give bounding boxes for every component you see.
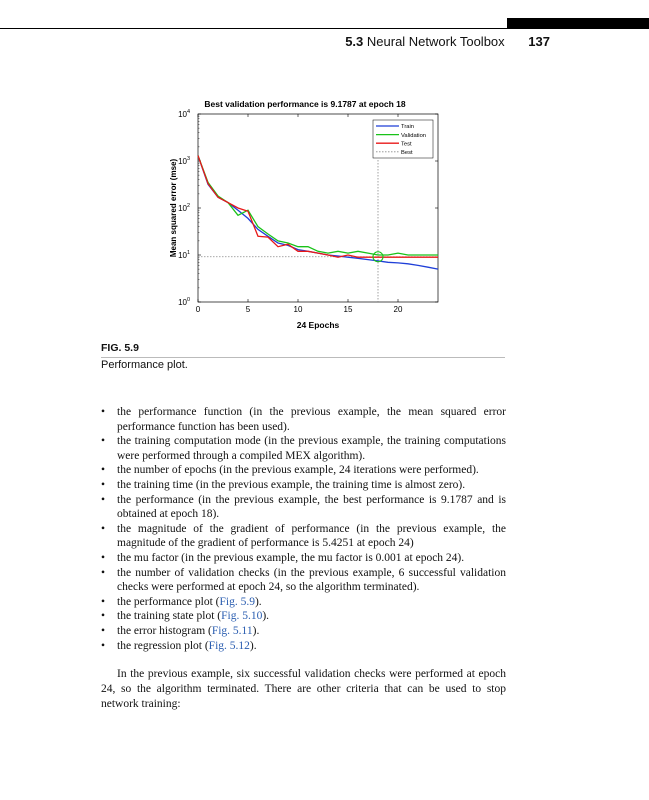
y-tick-exponent: 0	[187, 297, 191, 303]
x-tick-label: 15	[343, 305, 353, 314]
list-item-text: the regression plot (	[117, 639, 209, 652]
y-tick-label	[178, 297, 190, 307]
x-tick-label: 0	[195, 305, 201, 314]
list-item-text: the error histogram (	[117, 624, 212, 637]
figure-reference-link[interactable]: Fig. 5.10	[221, 610, 263, 623]
bullet-list	[101, 405, 506, 653]
list-item	[101, 551, 506, 566]
performance-chart	[160, 94, 450, 334]
figure-reference-link[interactable]: Fig. 5.9	[219, 595, 255, 608]
legend-label: Test	[401, 141, 412, 148]
y-tick-exponent: 1	[187, 250, 191, 256]
y-tick-exponent: 3	[187, 156, 191, 162]
list-item-text-end: ).	[262, 610, 270, 623]
legend-label: Validation	[401, 132, 427, 139]
list-item-text: the training computation mode (in the previous example, the training computations were performed through a compiled MEX algorithm).	[117, 435, 506, 462]
x-tick-label: 20	[393, 305, 403, 314]
list-item-text: the performance function (in the previous example, the mean squared error performance function has been used).	[117, 406, 506, 433]
body-paragraph: In the previous example, six successful validation checks were performed at epoch 24, so the algorithm terminated. There are other criteria that can be used to stop network training:	[101, 668, 506, 710]
y-tick-exponent: 4	[187, 109, 191, 115]
list-item-text: the performance plot (	[117, 595, 220, 608]
x-axis-label: 24 Epochs	[296, 320, 340, 330]
list-item-text-end: ).	[249, 639, 257, 652]
list-item-text: the mu factor (in the previous example, the mu factor is 0.001 at epoch 24).	[117, 551, 465, 564]
list-item	[101, 595, 506, 610]
list-item-text-end: ).	[252, 624, 260, 637]
y-tick-base: 10	[178, 204, 187, 213]
section-title: Neural Network Toolbox	[366, 34, 505, 49]
y-tick-label	[178, 156, 190, 166]
list-item-text: the number of validation checks (in the previous example, 6 successful validation checks were performed at epoch 24, so the algorithm terminated).	[117, 566, 506, 594]
list-item	[101, 609, 506, 624]
caption-rule	[101, 357, 505, 358]
legend-label: Best	[401, 150, 413, 156]
list-item-text: the training time (in the previous example, the training time is almost zero).	[117, 478, 466, 491]
y-tick-label	[178, 109, 190, 119]
y-tick-base: 10	[178, 110, 187, 119]
legend-label: Train	[401, 124, 414, 131]
list-item	[101, 639, 506, 654]
list-item	[101, 478, 506, 493]
y-tick-exponent: 2	[187, 203, 191, 209]
figure-caption: Performance plot.	[101, 359, 188, 371]
list-item-text: the number of epochs (in the previous example, 24 iterations were performed).	[117, 464, 479, 477]
list-item	[101, 522, 506, 551]
running-head	[345, 34, 550, 49]
list-item	[101, 493, 506, 522]
figure-label: FIG. 5.9	[101, 342, 139, 354]
x-tick-label: 5	[245, 305, 251, 314]
page-number: 137	[528, 34, 550, 49]
list-item-text: the training state plot (	[117, 610, 222, 623]
list-item-text: the magnitude of the gradient of performance (in the previous example, the magnitude of the gradient of performance is 5.4251 at epoch 24)	[117, 522, 506, 550]
figure-reference-link[interactable]: Fig. 5.11	[211, 624, 253, 637]
figure-reference-link[interactable]: Fig. 5.12	[208, 639, 250, 652]
y-tick-label	[178, 250, 190, 260]
y-axis-label: Mean squared error (mse)	[169, 158, 178, 258]
y-tick-base: 10	[178, 298, 187, 307]
section-number: 5.3	[345, 34, 364, 49]
list-item-text-end: ).	[254, 595, 262, 608]
list-item	[101, 405, 506, 434]
list-item-text: the performance (in the previous example, the best performance is 9.1787 and is obtained at epoch 18).	[117, 493, 506, 521]
list-item	[101, 624, 506, 639]
header-rule	[0, 28, 649, 29]
y-tick-label	[178, 203, 190, 213]
list-item	[101, 463, 506, 478]
chart-title: Best validation performance is 9.1787 at epoch 18	[204, 99, 406, 109]
y-tick-base: 10	[178, 251, 187, 260]
list-item	[101, 434, 506, 463]
x-tick-label: 10	[293, 305, 303, 314]
list-item	[101, 566, 506, 595]
y-tick-base: 10	[178, 157, 187, 166]
